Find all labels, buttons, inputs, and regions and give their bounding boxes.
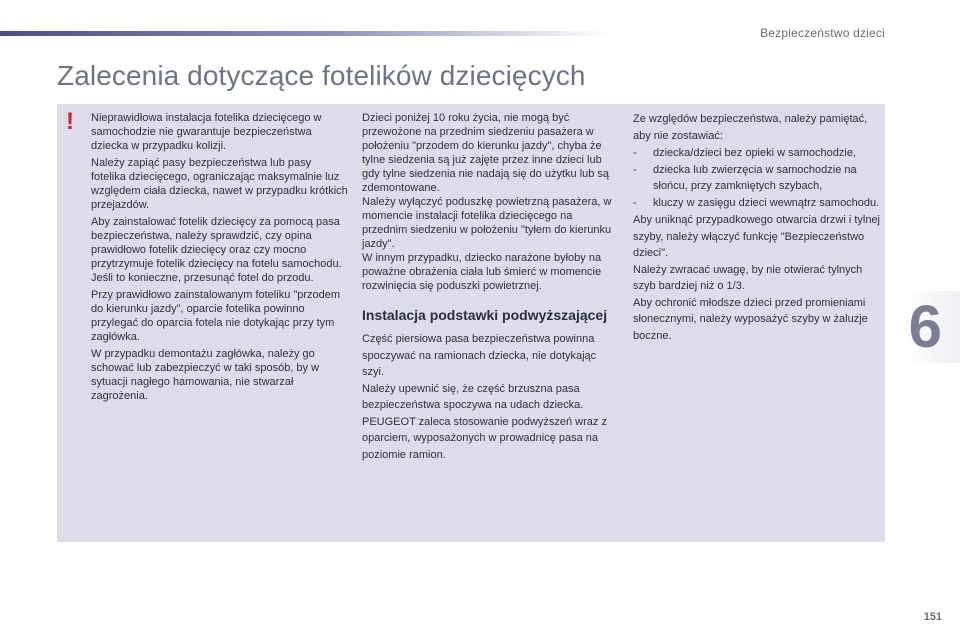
middle-paragraph: Należy wyłączyć poduszkę powietrzną pasażera, w momencie instalacji fotelika dziecięcego na przednim siedzeniu w położeniu "tyłem do kierunku jazdy". bbox=[362, 196, 612, 250]
warning-paragraph: Aby zainstalować fotelik dziecięcy za pomocą pasa bezpieczeństwa, należy sprawdzić, czy opina prawidłowo fotelik dziecięcy oraz czy mocno przytrzymuje fotelik dziecięcy na fotelu samochodu. Jeśli to konieczne, przesunąć fotel do przodu. bbox=[91, 216, 342, 284]
exclamation-icon: ! bbox=[66, 108, 74, 135]
list-item: - dziecka/dzieci bez opieki w samochodzie, bbox=[633, 145, 885, 162]
warning-paragraph: Należy zapiąć pasy bezpieczeństwa lub pasy fotelika dziecięcego, ograniczając maksymalnie luz względem ciała dziecka, nawet w przypadku krótkich przejazdów. bbox=[91, 157, 348, 211]
warning-paragraph: W przypadku demontażu zagłówka, należy go schować lub zabezpieczyć w taki sposób, by w sytuacji nagłego hamowania, nie stwarzał zagrożenia. bbox=[91, 348, 320, 402]
list-item: - dziecka lub zwierzęcia w samochodzie na słońcu, przy zamkniętych szybach, bbox=[633, 162, 885, 195]
booster-section bbox=[362, 331, 614, 463]
right-paragraph: Aby uniknąć przypadkowego otwarcia drzwi i tylnej szyby, należy włączyć funkcję "Bezpieczeństwo dzieci". bbox=[633, 214, 881, 259]
page-title: Zalecenia dotyczące fotelików dziecięcych bbox=[57, 60, 586, 91]
booster-paragraph: Należy upewnić się, że część brzuszna pasa bezpieczeństwa spoczywa na udach dziecka. bbox=[362, 382, 584, 411]
page-number: 151 bbox=[923, 611, 942, 623]
chapter-number: 6 bbox=[908, 293, 942, 360]
middle-paragraph: Dzieci poniżej 10 roku życia, nie mogą być przewożone na przednim siedzeniu pasażera w położeniu "przodem do kierunku jazdy", chyba że tylne siedzenia są już zajęte przez inne dzieci lub gdy tylne siedzenia nie nadają się do użytku lub są zdemontowane. bbox=[362, 112, 610, 194]
section-title: Bezpieczeństwo dzieci bbox=[760, 26, 885, 40]
right-intro: Ze względów bezpieczeństwa, należy pamiętać, aby nie zostawiać: bbox=[633, 113, 868, 142]
list-item: - kluczy w zasięgu dzieci wewnątrz samochodu. bbox=[633, 195, 885, 212]
warning-paragraph: Przy prawidłowo zainstalowanym foteliku "przodem do kierunku jazdy", oparcie fotelika powinno przylegać do oparcia fotela nie dotykając przy tym zagłówka. bbox=[91, 289, 341, 343]
warning-paragraph: Nieprawidłowa instalacja fotelika dziecięcego w samochodzie nie gwarantuje bezpieczeństwa dziecka w przypadku kolizji. bbox=[91, 112, 322, 152]
header-accent-bar bbox=[0, 31, 610, 36]
booster-paragraph: PEUGEOT zaleca stosowanie podwyższeń wraz z oparciem, wyposażonych w prowadnicę pasa na poziomie ramion. bbox=[362, 415, 607, 461]
right-paragraph: Aby ochronić młodsze dzieci przed promieniami słonecznymi, należy wyposażyć szyby w żaluzje boczne. bbox=[633, 296, 868, 342]
safety-list bbox=[633, 145, 885, 211]
right-paragraph: Należy zwracać uwagę, by nie otwierać tylnych szyb bardziej niż o 1/3. bbox=[633, 263, 863, 292]
middle-paragraph: W innym przypadku, dziecko narażone byłoby na poważne obrażenia ciała lub śmierć w momencie rozwinięcia się poduszki powietrznej. bbox=[362, 252, 602, 292]
booster-paragraph: Część piersiowa pasa bezpieczeństwa powinna spoczywać na ramionach dziecka, nie dotykając szyi. bbox=[362, 333, 597, 378]
right-column bbox=[633, 111, 885, 344]
subheading: Instalacja podstawki podwyższającej bbox=[362, 307, 608, 323]
warning-column bbox=[91, 111, 349, 406]
middle-column bbox=[362, 111, 614, 463]
